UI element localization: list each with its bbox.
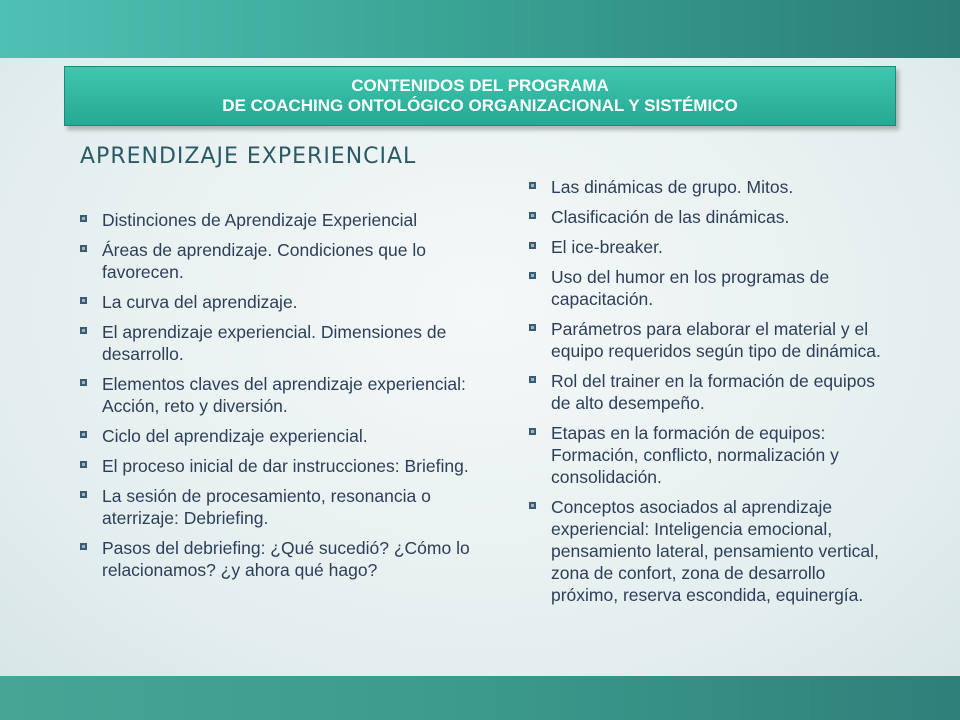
list-item — [76, 239, 506, 283]
list-item — [525, 176, 890, 198]
list-item — [76, 455, 506, 477]
square-bullet-icon — [529, 242, 536, 249]
list-item-text: El ice-breaker. — [551, 237, 663, 257]
list-item-text: Elementos claves del aprendizaje experiencial: Acción, reto y diversión. — [102, 374, 466, 416]
banner-line-1: CONTENIDOS DEL PROGRAMA — [351, 76, 609, 95]
list-item-text: Parámetros para elaborar el material y el equipo requeridos según tipo de dinámica. — [551, 319, 881, 361]
list-item — [525, 266, 890, 310]
banner-line-2: DE COACHING ONTOLÓGICO ORGANIZACIONAL Y SISTÉMICO — [222, 96, 738, 115]
list-item-text: El proceso inicial de dar instrucciones: Briefing. — [102, 456, 469, 476]
list-item-text: Etapas en la formación de equipos: Formación, conflicto, normalización y consolidación. — [551, 423, 839, 487]
list-item — [76, 209, 506, 231]
list-item — [525, 496, 890, 606]
square-bullet-icon — [529, 502, 536, 509]
square-bullet-icon — [80, 215, 87, 222]
bottom-decorative-band — [0, 676, 960, 720]
list-item — [525, 206, 890, 228]
list-item — [76, 373, 506, 417]
list-item-text: La sesión de procesamiento, resonancia o aterrizaje: Debriefing. — [102, 486, 431, 528]
list-item-text: Rol del trainer en la formación de equipos de alto desempeño. — [551, 371, 875, 413]
square-bullet-icon — [80, 379, 87, 386]
list-item-text: Las dinámicas de grupo. Mitos. — [551, 177, 794, 197]
list-item — [76, 485, 506, 529]
square-bullet-icon — [80, 327, 87, 334]
program-banner — [64, 66, 896, 126]
square-bullet-icon — [80, 491, 87, 498]
list-item-text: Conceptos asociados al aprendizaje experiencial: Inteligencia emocional, pensamiento lateral, pensamiento vertical, zona de confort, zona de desarrollo próximo, reserva escondida, equinergía. — [551, 497, 879, 605]
square-bullet-icon — [80, 543, 87, 550]
square-bullet-icon — [80, 431, 87, 438]
list-item-text: Uso del humor en los programas de capacitación. — [551, 267, 830, 309]
section-title: APRENDIZAJE EXPERIENCIAL — [80, 144, 417, 169]
square-bullet-icon — [529, 376, 536, 383]
list-item — [525, 422, 890, 488]
square-bullet-icon — [80, 461, 87, 468]
list-item-text: Clasificación de las dinámicas. — [551, 207, 790, 227]
square-bullet-icon — [529, 428, 536, 435]
list-item-text: Pasos del debriefing: ¿Qué sucedió? ¿Cómo lo relacionamos? ¿y ahora qué hago? — [102, 538, 470, 580]
list-item-text: Ciclo del aprendizaje experiencial. — [102, 426, 368, 446]
square-bullet-icon — [529, 212, 536, 219]
list-item — [76, 291, 506, 313]
square-bullet-icon — [529, 182, 536, 189]
list-item-text: La curva del aprendizaje. — [102, 292, 298, 312]
left-topic-list — [76, 209, 506, 589]
list-item — [76, 537, 506, 581]
list-item — [525, 318, 890, 362]
list-item-text: El aprendizaje experiencial. Dimensiones de desarrollo. — [102, 322, 447, 364]
top-decorative-band — [0, 0, 960, 58]
square-bullet-icon — [529, 272, 536, 279]
right-topic-list — [525, 176, 890, 614]
square-bullet-icon — [80, 245, 87, 252]
square-bullet-icon — [80, 297, 87, 304]
list-item — [76, 321, 506, 365]
list-item — [525, 236, 890, 258]
square-bullet-icon — [529, 324, 536, 331]
list-item — [76, 425, 506, 447]
list-item-text: Áreas de aprendizaje. Condiciones que lo favorecen. — [102, 240, 426, 282]
list-item-text: Distinciones de Aprendizaje Experiencial — [102, 210, 418, 230]
list-item — [525, 370, 890, 414]
